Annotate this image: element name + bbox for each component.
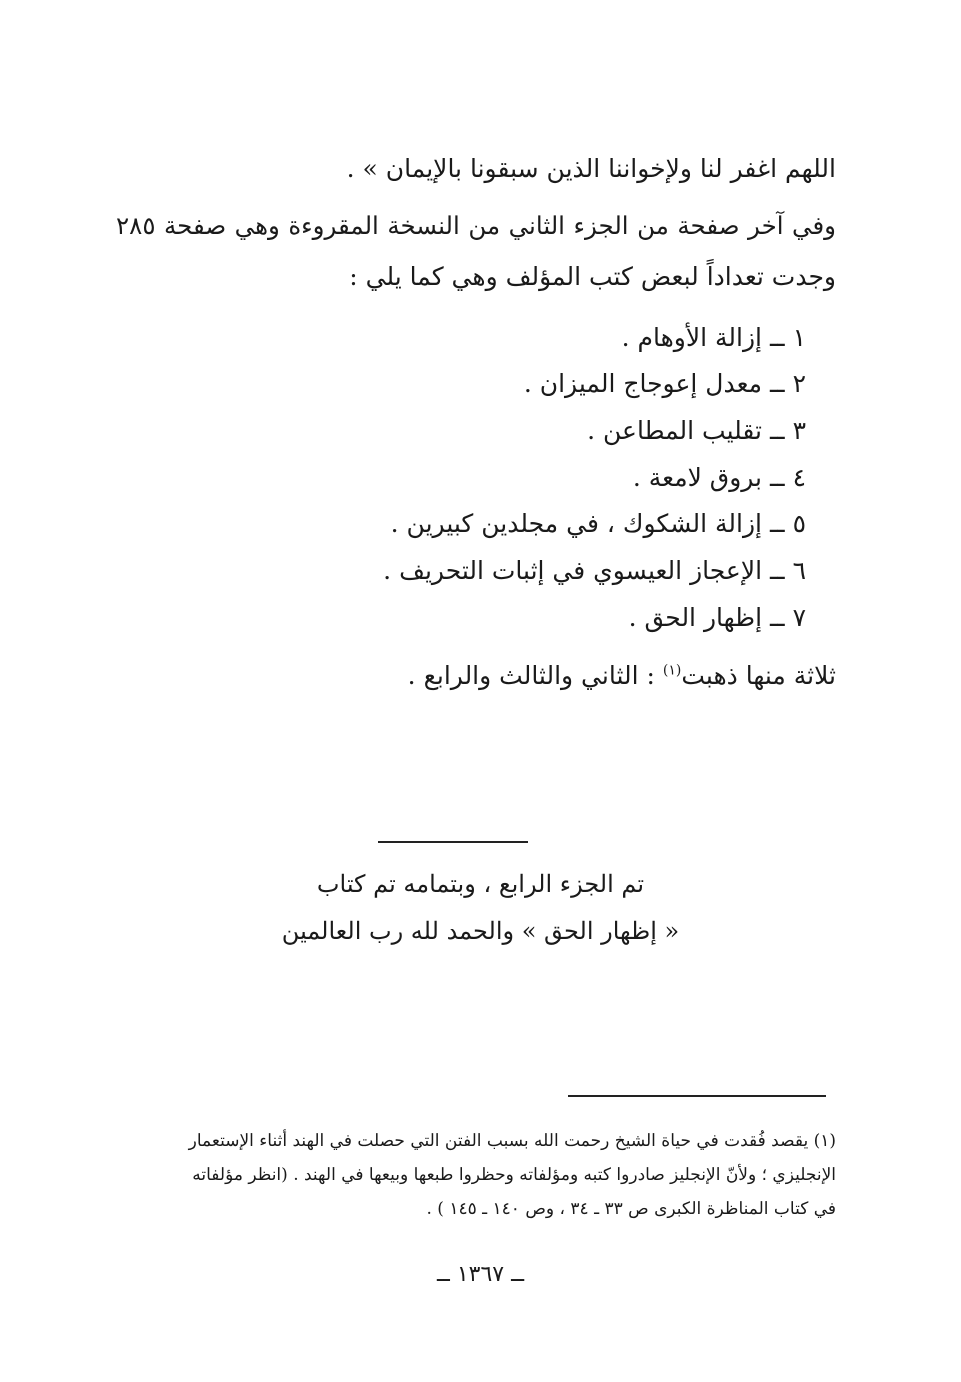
list-item-2: ٢ ــ معدل إعوجاج الميزان . — [523, 369, 806, 398]
intro-line-2: وفي آخر صفحة من الجزء الثاني من النسخة المقروءة وهي صفحة ٢٨٥ — [116, 211, 836, 240]
footnote-line-2: الإنجليزي ؛ ولأنّ الإنجليز صادروا كتبه ومؤلفاته وحظروا طبعها وبيعها في الهند . (انظر مؤلفاته — [192, 1165, 836, 1185]
closing-divider — [378, 841, 528, 843]
list-item-4: ٤ ــ بروق لامعة . — [632, 463, 806, 492]
intro-line-3: وجدت تعداداً لبعض كتب المؤلف وهي كما يلي : — [349, 262, 836, 291]
list-item-7: ٧ ــ إظهار الحق . — [628, 603, 806, 632]
page-number: ــ ١٣٦٧ ــ — [436, 1262, 525, 1287]
list-item-1: ١ ــ إزالة الأوهام . — [621, 323, 806, 352]
lost-books-note — [116, 658, 836, 694]
lost-note-before: ثلاثة منها ذهبت — [681, 661, 836, 690]
footnote-line-3: في كتاب المناظرة الكبرى ص ٣٣ ـ ٣٤ ، وص ١٤٠ ـ ١٤٥ ) . — [426, 1199, 836, 1219]
closing-line-2: « إظهار الحق » والحمد لله رب العالمين — [281, 917, 680, 945]
footnote-marker: (١) — [662, 662, 682, 679]
list-item-3: ٣ ــ تقليب المطاعن . — [587, 416, 806, 445]
closing-line-1: تم الجزء الرابع ، وبتمامه تم كتاب — [316, 870, 645, 898]
lost-note-after: : الثاني والثالث والرابع . — [407, 661, 655, 690]
footnote-line-1: (١) يقصد فُقدت في حياة الشيخ رحمت الله بسبب الفتن التي حصلت في الهند أثناء الإستعمار — [188, 1131, 836, 1151]
footnote-divider — [568, 1095, 826, 1097]
list-item-5: ٥ ــ إزالة الشكوك ، في مجلدين كبيرين . — [390, 509, 806, 538]
list-item-6: ٦ ــ الإعجاز العيسوي في إثبات التحريف . — [383, 556, 806, 585]
intro-line-1: اللهم اغفر لنا ولإخواننا الذين سبقونا بالإيمان » . — [346, 154, 836, 183]
